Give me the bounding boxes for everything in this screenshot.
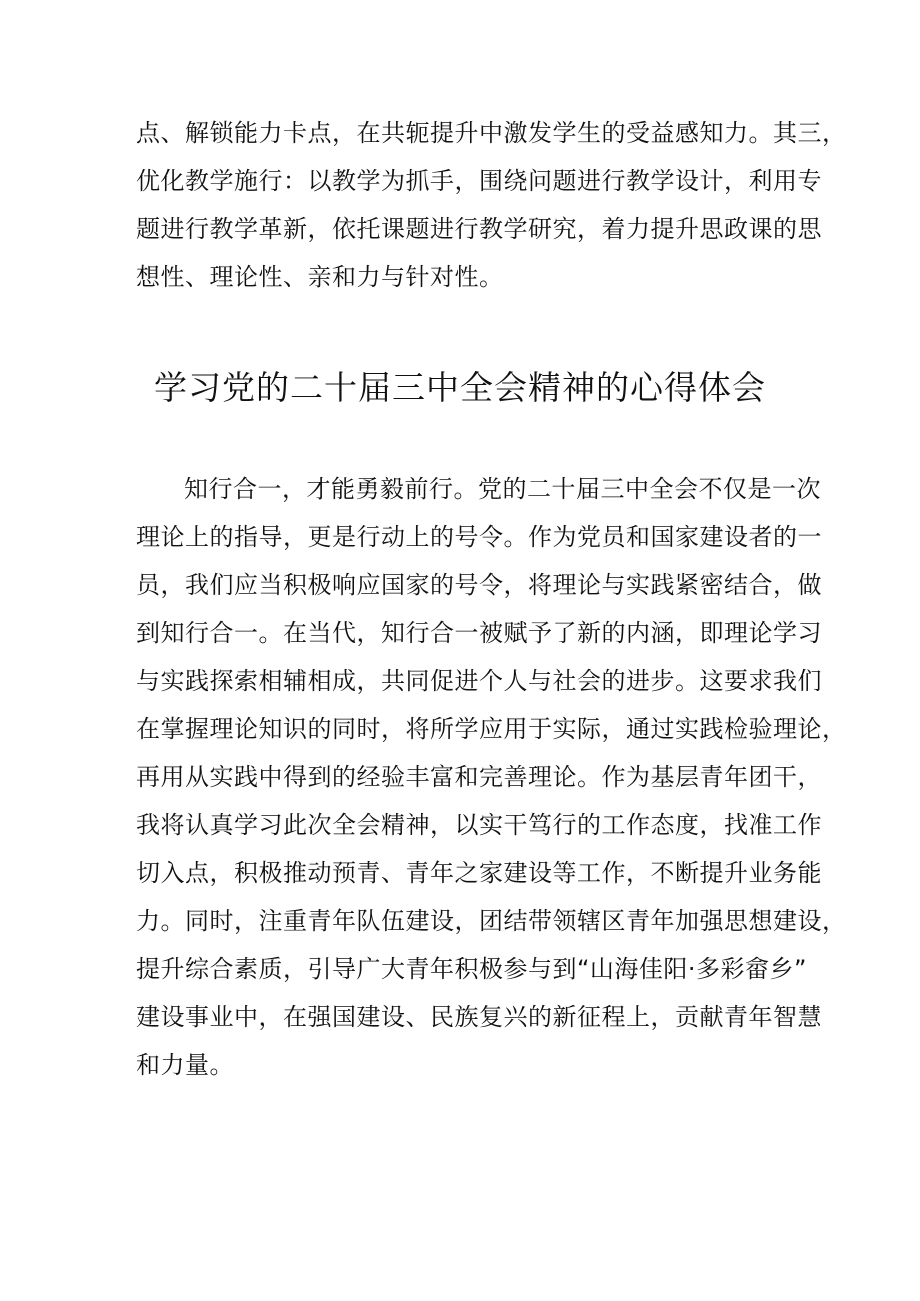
paragraph-line: 建设事业中，在强国建设、民族复兴的新征程上，贡献青年智慧 [136,1003,822,1031]
paragraph-line: 优化教学施行：以教学为抓手，围绕问题进行教学设计，利用专 [136,167,822,195]
paragraph-line: 在掌握理论知识的同时，将所学应用于实际，通过实践检验理论， [136,715,847,743]
paragraph-line: 和力量。 [136,1051,234,1079]
paragraph-line: 提升综合素质，引导广大青年积极参与到“山海佳阳·多彩畲乡” [136,955,807,983]
paragraph-line: 力。同时，注重青年队伍建设，团结带领辖区青年加强思想建设， [136,907,847,935]
paragraph-line: 再用从实践中得到的经验丰富和完善理论。作为基层青年团干， [136,763,822,791]
paragraph-line: 员，我们应当积极响应国家的号令，将理论与实践紧密结合，做 [136,571,822,599]
paragraph-continued [136,109,847,301]
paragraph-line: 切入点，积极推动预青、青年之家建设等工作，不断提升业务能 [136,859,822,887]
paragraph-line: 想性、理论性、亲和力与针对性。 [136,263,504,291]
paragraph-line: 与实践探索相辅相成，共同促进个人与社会的进步。这要求我们 [136,667,822,695]
paragraph-line: 题进行教学革新，依托课题进行教学研究，着力提升思政课的思 [136,215,822,243]
paragraph-line-indented: 知行合一，才能勇毅前行。党的二十届三中全会不仅是一次 [184,475,821,503]
paragraph-line: 到知行合一。在当代，知行合一被赋予了新的内涵，即理论学习 [136,619,822,647]
document-title: 学习党的二十届三中全会精神的心得体会 [154,368,766,407]
paragraph-line: 我将认真学习此次全会精神，以实干笃行的工作态度，找准工作 [136,811,822,839]
paragraph-line: 理论上的指导，更是行动上的号令。作为党员和国家建设者的一 [136,523,822,551]
paragraph-body [136,465,847,1089]
paragraph-line: 点、解锁能力卡点，在共轭提升中激发学生的受益感知力。其三， [136,119,847,147]
